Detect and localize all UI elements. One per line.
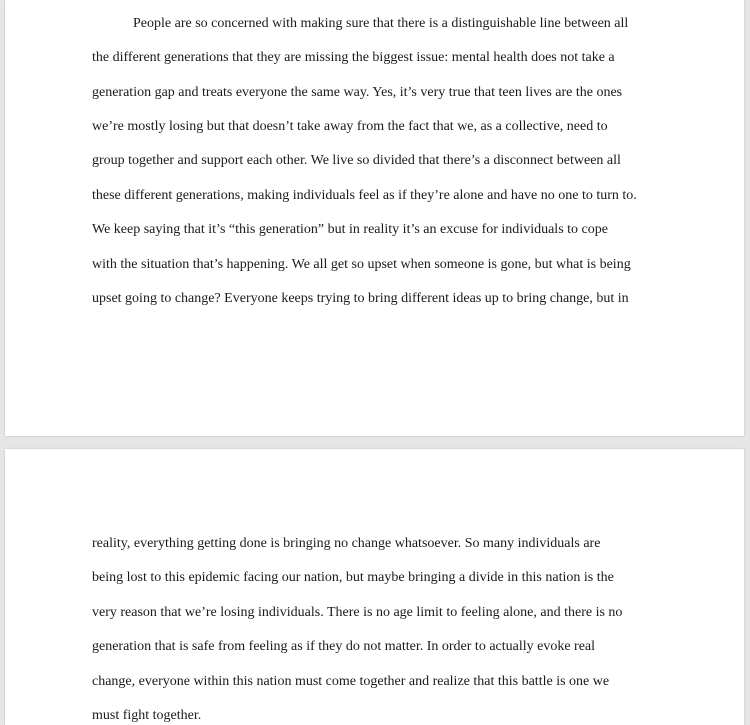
paragraph-line: change, everyone within this nation must come together and realize that this battle is one we	[92, 674, 610, 689]
document-page-2	[5, 449, 744, 725]
paragraph-line: We keep saying that it’s “this generation” but in reality it’s an excuse for individuals to cope	[92, 222, 608, 237]
paragraph-line: must fight together.	[92, 708, 202, 723]
paragraph-line: we’re mostly losing but that doesn’t take away from the fact that we, as a collective, need to	[92, 119, 608, 134]
paragraph-line: upset going to change? Everyone keeps trying to bring different ideas up to bring change, but in	[92, 291, 629, 306]
paragraph-line: with the situation that’s happening. We all get so upset when someone is gone, but what is being	[92, 257, 631, 272]
paragraph-line: People are so concerned with making sure that there is a distinguishable line between all	[133, 16, 629, 31]
paragraph-line: generation gap and treats everyone the same way. Yes, it’s very true that teen lives are the ones	[92, 85, 623, 100]
paragraph-line: being lost to this epidemic facing our nation, but maybe bringing a divide in this nation is the	[92, 570, 614, 585]
paragraph-line: reality, everything getting done is bringing no change whatsoever. So many individuals are	[92, 536, 601, 551]
paragraph-line: these different generations, making individuals feel as if they’re alone and have no one to turn to.	[92, 188, 637, 203]
paragraph-line: generation that is safe from feeling as if they do not matter. In order to actually evoke real	[92, 639, 596, 654]
paragraph-line: the different generations that they are missing the biggest issue: mental health does not take a	[92, 50, 615, 65]
paragraph-line: very reason that we’re losing individuals. There is no age limit to feeling alone, and there is no	[92, 605, 623, 620]
paragraph-line: group together and support each other. We live so divided that there’s a disconnect between all	[92, 153, 621, 168]
document-page-1	[5, 0, 744, 436]
